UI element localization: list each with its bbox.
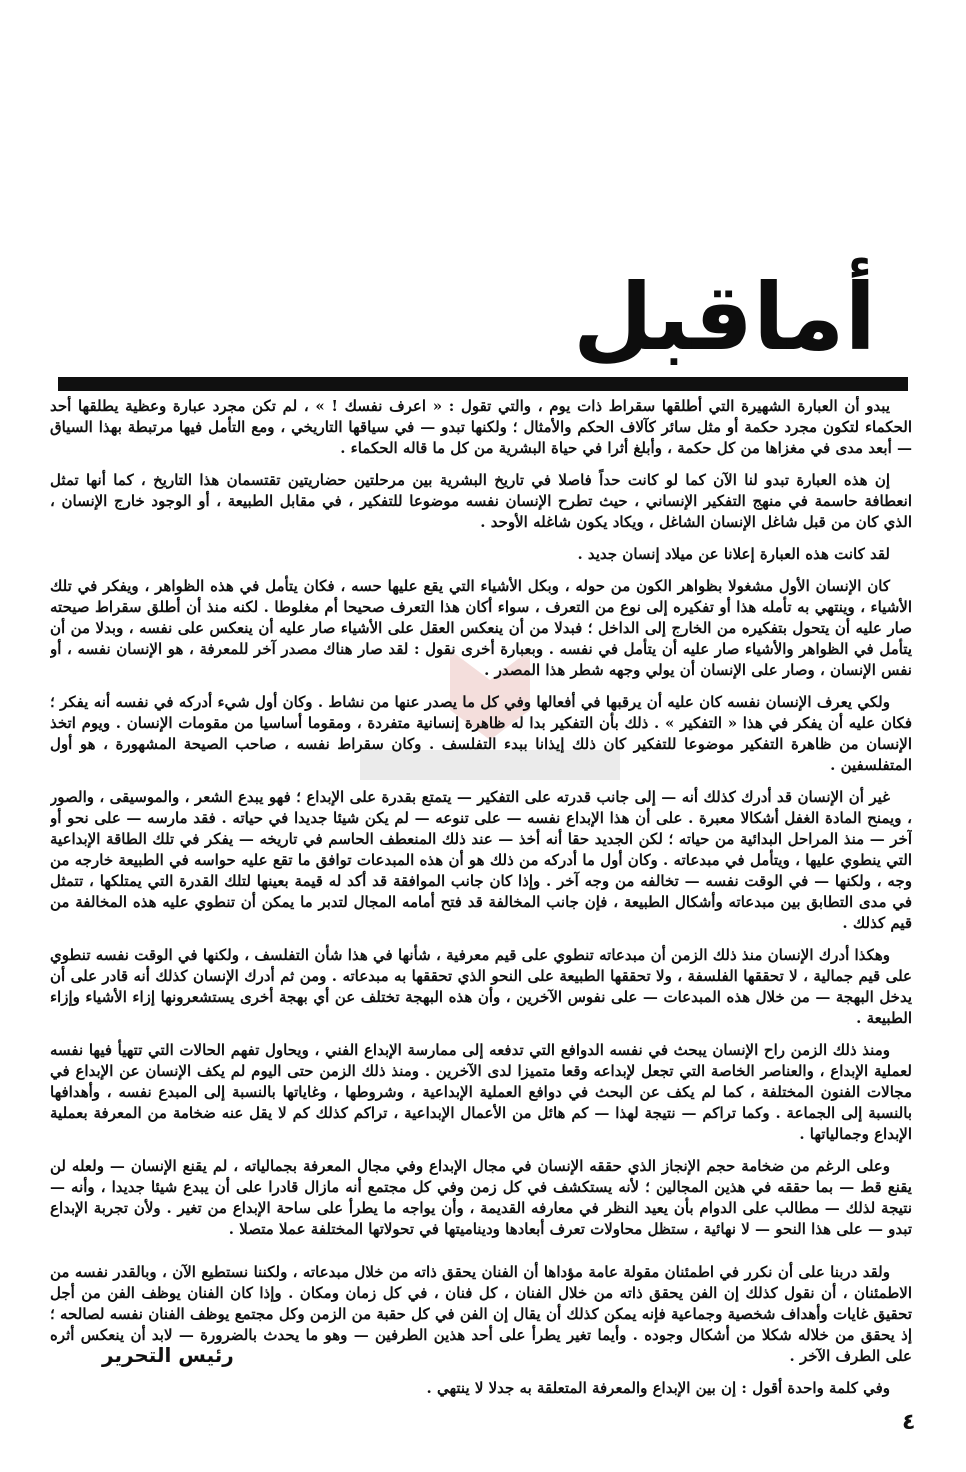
paragraph: وهكذا أدرك الإنسان منذ ذلك الزمن أن مبدعاته تنطوي على قيم معرفية ، شأنها في هذا شأن التفلسف ، ولكنها في الوقت نفسه تنطوي على قيم جمالية ، لا تحققها الفلسفة ، ولا تحققها الطبيعة على النحو الذي تحققها به مبدعاته . ومن ثم أدرك الإنسان كذلك أنه قادر على أن يدخل البهجة — من خلال هذه المبدعات — على نفوس الآخرين ، وأن هذه البهجة تختلف عن أي بهجة أخرى يستشعرونها إزاء الأشياء وإزاء الطبيعة . [50, 946, 912, 1027]
paragraph: غير أن الإنسان قد أدرك كذلك أنه — إلى جانب قدرته على التفكير — يتمتع بقدرة على الإبداع ؛ فهو يبدع الشعر ، والموسيقى ، والصور ، ويمنح المادة الغفل أشكالا معبرة . على أن هذا الإبداع نفسه — على تنوعه — لم يكن شيئا جديدا في حياته . فقد مارسه — على نحو أو آخر — منذ المراحل البدائية من حياته ؛ لكن الجديد حقا أنه أخذ — عند ذلك المنعطف الحاسم في تاريخه — يفكر في تلك الطاقة الإبداعية التي ينطوي عليها ، ويتأمل في مبدعاته . وكان أول ما أدركه من ذلك هو أن هذه المبدعات توافق ما تقع عليه حواسه في الطبيعة خارجه من وجه ، ولكنها — في الوقت نفسه — تخالفه من وجه آخر . وإذا كان جانب الموافقة قد أكد له قيمة بعينها لتلك القدرة التي يمتلكها ، تتمثل في مدى التطابق بين مبدعاته وأشكال الطبيعة ، فإن جانب المخالفة قد فتح أمامه المجال لتدبر ما يمكن أن تنطوي عليه هذه المخالفة من قيم كذلك . [50, 788, 912, 932]
paragraph: وعلى الرغم من ضخامة حجم الإنجاز الذي حققه الإنسان في مجال الإبداع وفي مجال المعرفة بجمالياته ، لم يقنع الإنسان — ولعله لن يقنع قط — بما حققه في هذين المجالين ؛ لأنه يستكشف في كل زمن وفي كل مجتمع أنه مازال قادرا على أن يبدع شيئا جديدا ، وأنه — نتيجة لذلك — مطالب على الدوام بأن يعيد النظر في معارفه القديمة ، وأن يواجه ما يطرأ على ساحة الإبداع من تغير . ولأن تجربة الإبداع تبدو — على هذا النحو — لا نهائية ، ستظل محاولات تعرف أبعادها وديناميتها في تحولاتها المختلفة عملا متصلا . [50, 1157, 912, 1238]
heading-block [573, 258, 876, 378]
article-body [50, 396, 912, 1406]
paragraph: ولقد دربنا على أن نكرر في اطمئنان مقولة عامة مؤداها أن الفنان يحقق ذاته من خلال مبدعاته ، ولكننا نستطيع الآن ، وبالقدر نفسه من الاطمئنان ، أن نقول كذلك إن الفن يحقق ذاته من خلال الفنان ، كل فنان ، في كل زمان ومكان . وإذا كان الفنان يوظف الفن من أجل تحقيق غايات وأهداف شخصية وجماعية فإنه يمكن كذلك أن يقال إن الفن في كل حقبة من الزمن وكل مجتمع يوظف الفنان نفسه لصالحه ؛ إذ يحقق من خلاله شكلا من أشكال وجوده . وأيما تغير يطرأ على أحد هذين الطرفين — وهو ما يحدث بالضرورة — لابد أن ينعكس أثره على الطرف الآخر . [50, 1263, 912, 1365]
paragraph: وفي كلمة واحدة أقول : إن بين الإبداع والمعرفة المتعلقة به جدلا لا ينتهي . [426, 1379, 890, 1397]
page-number: ٤ [902, 1410, 916, 1435]
signature: رئيس التحرير [102, 1343, 234, 1367]
page-heading: أماقبل [573, 264, 876, 371]
paragraph: يبدو أن العبارة الشهيرة التي أطلقها سقراط ذات يوم ، والتي تقول : « اعرف نفسك ! » ، لم تكن مجرد عبارة وعظية يطلقها أحد الحكماء لتكون مجرد حكمة أو مثل سائر كآلاف الحكم والأمثال ؛ ولكنها تبدو — في سياقها التاريخي ، ومع التأمل فيها مرتبطة بهذا السياق — أبعد مدى في مغزاها من كل حكمة ، وأبلغ أثرا في حياة البشرية من كل ما قاله الحكماء . [50, 397, 912, 457]
paragraph: لقد كانت هذه العبارة إعلانا عن ميلاد إنسان جديد . [577, 545, 890, 563]
paragraph: ومنذ ذلك الزمن راح الإنسان يبحث في نفسه الدوافع التي تدفعه إلى ممارسة الإبداع الفني ، ويحاول تفهم الحالات التي تتهيأ فيها نفسه لعملية الإبداع ، والعناصر الخاصة التي تجعل لإبداعه وقعا متميزا لدى الآخرين . ومنذ ذلك الزمن حتى اليوم لم يكف الإنسان عن الإبداع في مجالات الفنون المختلفة ، كما لم يكف عن البحث في دوافع العملية الإبداعية ، وشروطها ، وغاياتها بالنسبة إلى المبدع نفسه ، وأهدافها بالنسبة إلى الجماعة . وكما تراكم — نتيجة لهذا — كم هائل من الأعمال الإبداعية ، تراكم كذلك كم لا يقل عنه ضخامة من المعرفة بعملية الإبداع وجمالياتها . [50, 1041, 912, 1143]
paragraph: ولكي يعرف الإنسان نفسه كان عليه أن يرقبها في أفعالها وفي كل ما يصدر عنها من نشاط . وكان أول شيء أدركه في نفسه أنه يفكر ؛ فكان عليه أن يفكر في هذا « التفكير » . ذلك بأن التفكير بدا له ظاهرة إنسانية متفردة ، ومقوما أساسيا من مقومات الإنسان . ويوم اتخذ الإنسان من ظاهرة التفكير موضوعا للتفكير كان ذلك إيذانا ببدء التفلسف . وكان سقراط نفسه ، صاحب الصيحة المشهورة ، هو أول المتفلسفين . [50, 693, 912, 774]
paragraph: كان الإنسان الأول مشغولا بظواهر الكون من حوله ، وبكل الأشياء التي يقع عليها حسه ، فكان يتأمل في هذه الظواهر ، ويفكر في تلك الأشياء ، وينتهي به تأمله هذا أو تفكيره إلى نوع من التعرف ، سواء أكان هذا التعرف صحيحا أم مغلوطا . لكنه منذ أن أطلق سقراط صيحته صار عليه أن يتحول بتفكيره من الخارج إلى الداخل ؛ فبدلا من أن ينعكس العقل على الأشياء صار عليه أن ينعكس على نفسه ، وبدلا من أن يتأمل في الظواهر والأشياء صار عليه أن يتأمل في نفسه . وبعبارة أخرى نقول : لقد صار هناك مصدر آخر للمعرفة ، هو الإنسان نفسه ، أو نفس الإنسان ، وصار على الإنسان أن يولي وجهه شطر هذا المصدر . [50, 577, 912, 679]
paragraph: إن هذه العبارة تبدو لنا الآن كما لو كانت حداً فاصلا في تاريخ البشرية بين مرحلتين حضاريتين تقتسمان هذا التاريخ ، كما أنها تمثل انعطافة حاسمة في منهج التفكير الإنساني ، حيث تطرح الإنسان نفسه موضوعا للتفكير ، في مقابل الطبيعة ، أو الوجود خارج الإنسان ، الذي كان من قبل شاغل الإنسان الشاغل ، ويكاد يكون شاغله الأوحد . [50, 471, 912, 531]
heading-rule [58, 377, 908, 391]
